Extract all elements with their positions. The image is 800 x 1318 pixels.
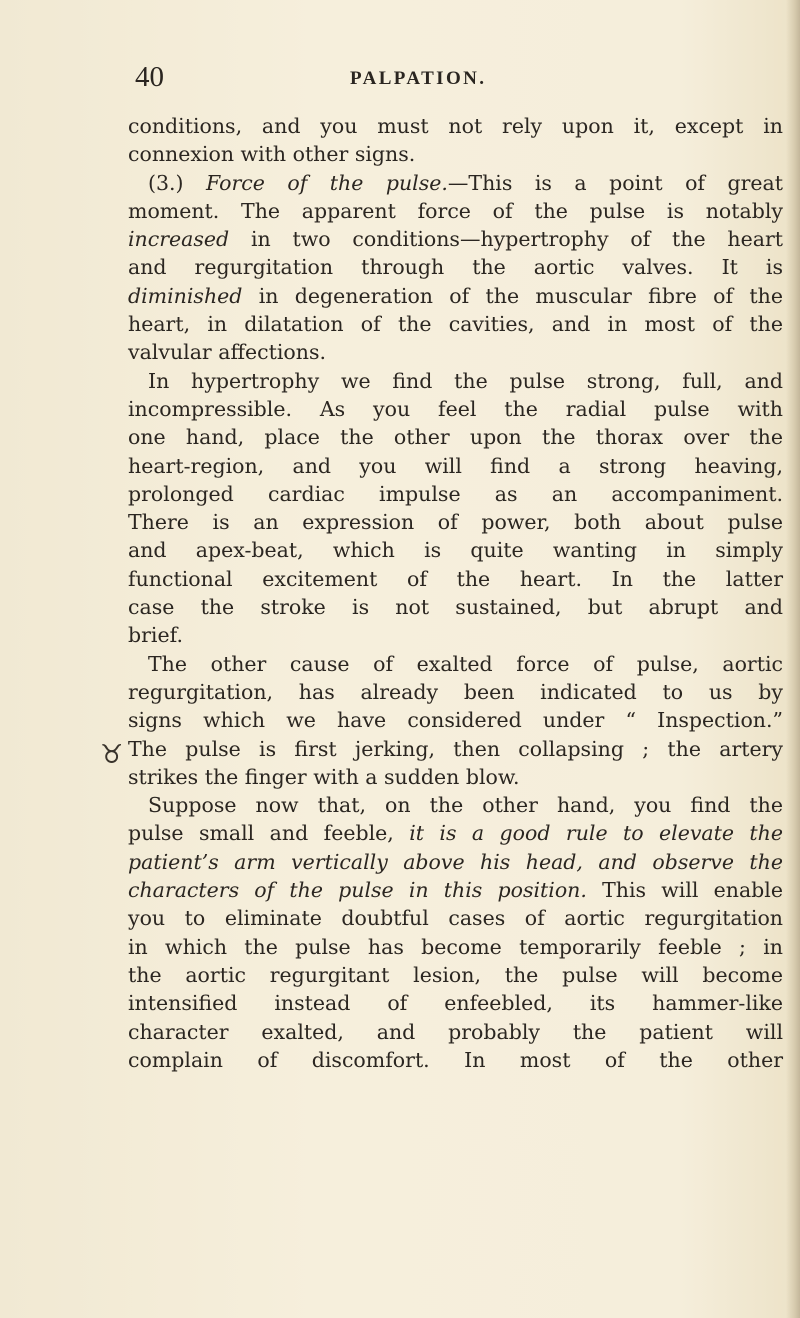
text-line: connexion with other signs.: [128, 142, 416, 167]
text-line: character exalted, and probably the patient will: [128, 1019, 783, 1044]
text-line: In hypertrophy we find the pulse strong, full, and: [148, 368, 783, 393]
text-line: pulse small and feeble, it is a good rule to elevate the: [128, 821, 783, 846]
text-line: and apex-beat, which is quite wanting in simply: [128, 538, 783, 563]
text-line: heart, in dilatation of the cavities, and in most of the: [128, 312, 783, 337]
text-line: (3.) Force of the pulse.—This is a point of great: [148, 170, 783, 195]
text-line: signs which we have considered under “ Inspection.”: [128, 708, 783, 733]
text-line: strikes the finger with a sudden blow.: [128, 764, 520, 789]
italic-phrase: Force of the pulse.: [206, 170, 448, 195]
text-line: the aortic regurgitant lesion, the pulse will become: [128, 962, 783, 987]
text-line: and regurgitation through the aortic valves. It is: [128, 255, 783, 280]
text-line: one hand, place the other upon the thorax over the: [128, 425, 783, 450]
body-text: [128, 112, 783, 1074]
text-line: The pulse is first jerking, then collapsing ; the artery: [128, 736, 783, 761]
italic-phrase: characters of the pulse in this position.: [128, 878, 587, 903]
text-line: increased in two conditions—hypertrophy of the heart: [128, 227, 783, 252]
text-line: in which the pulse has become temporarily feeble ; in: [128, 934, 783, 959]
italic-phrase: patient’s arm vertically above his head, and observe the: [128, 849, 783, 874]
italic-phrase: it is a good rule to elevate the: [409, 821, 783, 846]
page-gutter-shadow: [786, 0, 800, 1318]
margin-mark-icon: ♉: [100, 740, 124, 770]
text-line: brief.: [128, 623, 183, 648]
text-line: functional excitement of the heart. In the latter: [128, 566, 783, 591]
text-line: heart-region, and you will find a strong heaving,: [128, 453, 783, 478]
text-line: case the stroke is not sustained, but abrupt and: [128, 595, 783, 620]
text-line: Suppose now that, on the other hand, you find the: [148, 793, 783, 818]
text-line: incompressible. As you feel the radial pulse with: [128, 396, 783, 421]
text-line: intensified instead of enfeebled, its hammer-like: [128, 991, 783, 1016]
text-line: moment. The apparent force of the pulse is notably: [128, 198, 783, 223]
text-line: prolonged cardiac impulse as an accompaniment.: [128, 481, 783, 506]
italic-phrase: increased: [128, 227, 230, 252]
text-line: There is an expression of power, both about pulse: [128, 510, 783, 535]
text-line: diminished in degeneration of the muscular fibre of the: [128, 283, 783, 308]
text-line: you to eliminate doubtful cases of aortic regurgitation: [128, 906, 783, 931]
text-line: conditions, and you must not rely upon it, except in: [128, 114, 783, 138]
text-line: characters of the pulse in this position. This will enable: [128, 878, 783, 903]
text-line: regurgitation, has already been indicated to us by: [128, 679, 783, 704]
text-line: [128, 848, 783, 876]
text-line: valvular affections.: [128, 340, 327, 365]
running-head: PALPATION.: [350, 68, 487, 89]
text-line: complain of discomfort. In most of the other: [128, 1047, 783, 1072]
page-number: 40: [135, 61, 164, 93]
text-line: The other cause of exalted force of pulse, aortic: [148, 651, 783, 676]
italic-phrase: diminished: [128, 283, 243, 308]
page-header: [0, 60, 800, 100]
